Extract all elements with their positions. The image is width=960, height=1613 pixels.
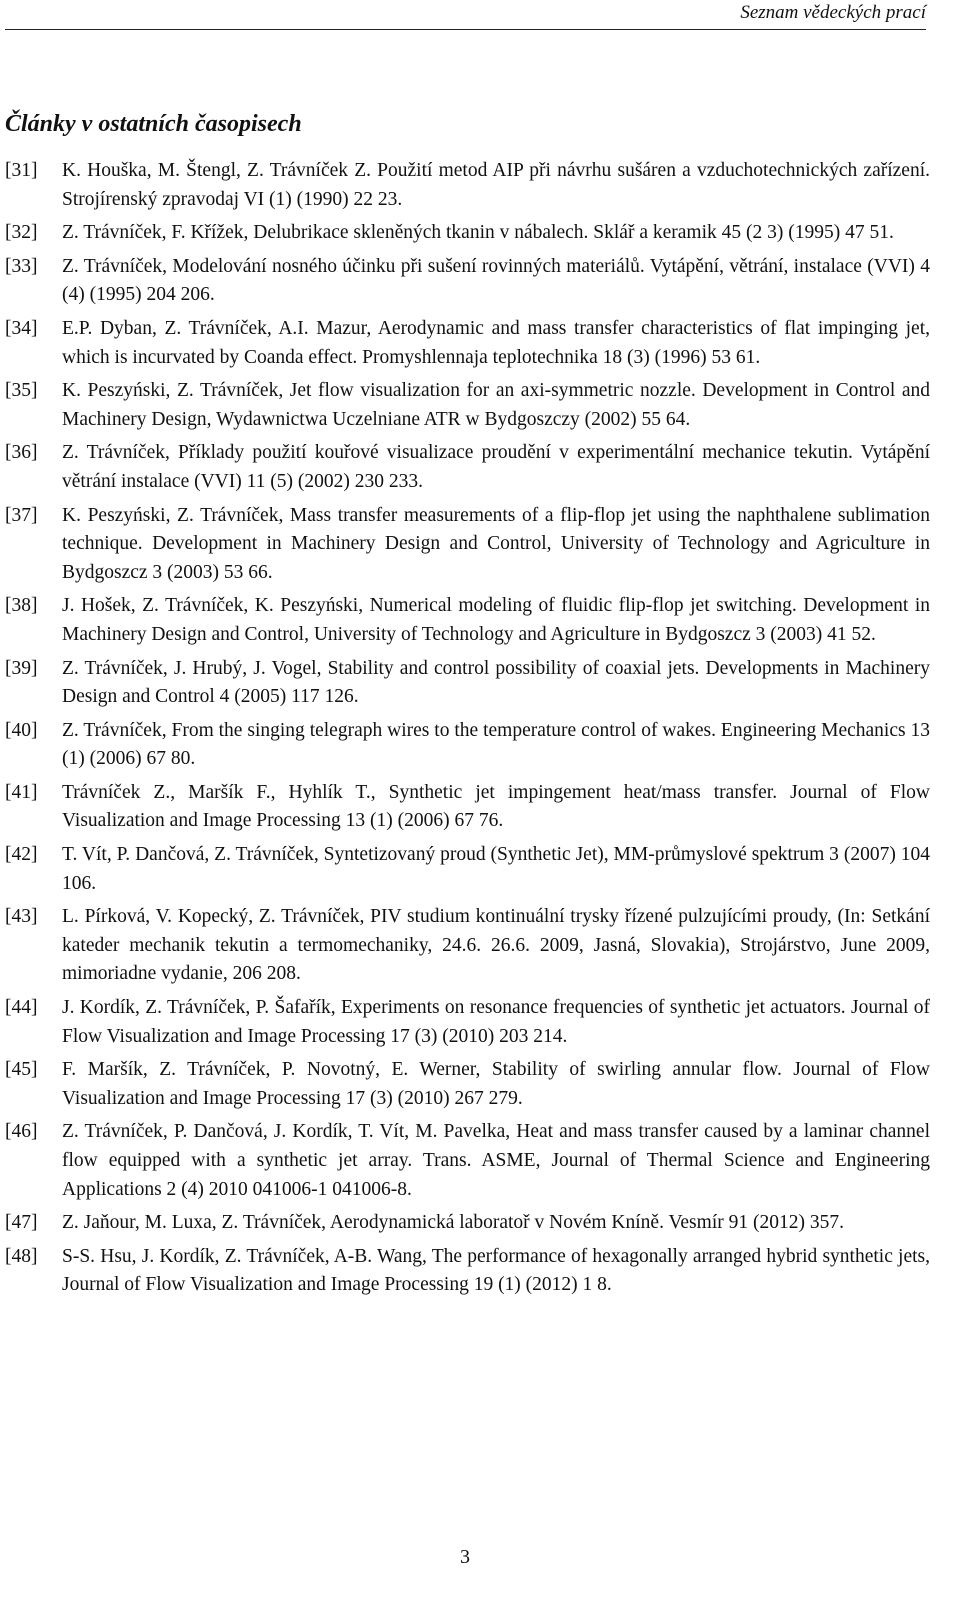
reference-number: [35] bbox=[5, 380, 38, 402]
reference-number: [45] bbox=[5, 1059, 38, 1081]
reference-number: [47] bbox=[5, 1212, 38, 1234]
reference-number: [41] bbox=[5, 781, 38, 803]
reference-text: K. Houška, M. Štengl, Z. Trávníček Z. Použití metod AIP při návrhu sušáren a vzduchotechnických zařízení. Strojírenský zpravodaj VI (1) (1990) 22 23. bbox=[62, 160, 930, 210]
reference-item bbox=[5, 219, 930, 248]
reference-text: J. Hošek, Z. Trávníček, K. Peszyński, Numerical modeling of fluidic flip-flop jet switching. Development in Machinery Design and Control, University of Technology and Agriculture in Bydgoszcz 3 (2003) 41 52. bbox=[62, 595, 930, 645]
reference-text: K. Peszyński, Z. Trávníček, Jet flow visualization for an axi-symmetric nozzle. Development in Control and Machinery Design, Wydawnictwa Uczelniane ATR w Bydgoszczy (2002) 55 64. bbox=[62, 380, 930, 430]
reference-number: [48] bbox=[5, 1245, 38, 1267]
page-number: 3 bbox=[460, 1546, 470, 1568]
reference-text: S-S. Hsu, J. Kordík, Z. Trávníček, A-B. Wang, The performance of hexagonally arranged hybrid synthetic jets, Journal of Flow Visualization and Image Processing 19 (1) (2012) 1 8. bbox=[62, 1245, 930, 1296]
reference-number: [31] bbox=[5, 160, 38, 181]
reference-number: [38] bbox=[5, 595, 38, 617]
reference-item bbox=[5, 1209, 930, 1238]
reference-text: Z. Jaňour, M. Luxa, Z. Trávníček, Aerodynamická laboratoř v Novém Kníně. Vesmír 91 (2012) 357. bbox=[62, 1212, 844, 1234]
reference-item bbox=[5, 157, 930, 214]
running-header: Seznam vědeckých prací bbox=[740, 2, 926, 23]
reference-number: [32] bbox=[5, 222, 38, 244]
reference-item bbox=[5, 1056, 930, 1113]
reference-item bbox=[5, 502, 930, 588]
reference-text: K. Peszyński, Z. Trávníček, Mass transfer measurements of a flip-flop jet using the naphthalene sublimation technique. Development in Machinery Design and Control, University of Technology and Agriculture in Bydgoszcz 3 (2003) 53 66. bbox=[62, 504, 930, 583]
reference-text: Z. Trávníček, F. Křížek, Delubrikace skleněných tkanin v nábalech. Sklář a keramik 45 (2 3) (1995) 47 51. bbox=[62, 222, 894, 244]
reference-number: [44] bbox=[5, 997, 38, 1019]
reference-item bbox=[5, 779, 930, 836]
header-rule bbox=[5, 29, 926, 30]
reference-list bbox=[5, 157, 930, 1305]
reference-item bbox=[5, 1118, 930, 1204]
reference-item bbox=[5, 253, 930, 310]
reference-item bbox=[5, 841, 930, 898]
reference-text: L. Pírková, V. Kopecký, Z. Trávníček, PIV studium kontinuální trysky řízené pulzujícími proudy, (In: Setkání kateder mechanik tekutin a termomechaniky, 24.6. 26.6. 2009, Jasná, Slovakia), Strojárstvo, June 2009, mimoriadne vydanie, 206 208. bbox=[62, 906, 930, 985]
reference-number: [42] bbox=[5, 844, 38, 866]
reference-text: E.P. Dyban, Z. Trávníček, A.I. Mazur, Aerodynamic and mass transfer characteristics of flat impinging jet, which is incurvated by Coanda effect. Promyshlennaja teplotechnika 18 (3) (1996) 53 61. bbox=[62, 317, 930, 368]
reference-item bbox=[5, 1243, 930, 1300]
reference-number: [43] bbox=[5, 906, 38, 928]
reference-item bbox=[5, 903, 930, 989]
reference-text: J. Kordík, Z. Trávníček, P. Šafařík, Experiments on resonance frequencies of synthetic jet actuators. Journal of Flow Visualization and Image Processing 17 (3) (2010) 203 214. bbox=[62, 997, 930, 1047]
reference-text: F. Maršík, Z. Trávníček, P. Novotný, E. Werner, Stability of swirling annular flow. Journal of Flow Visualization and Image Processing 17 (3) (2010) 267 279. bbox=[62, 1059, 930, 1109]
reference-text: T. Vít, P. Dančová, Z. Trávníček, Syntetizovaný proud (Synthetic Jet), MM-průmyslové spektrum 3 (2007) 104 106. bbox=[62, 844, 930, 894]
reference-number: [46] bbox=[5, 1121, 38, 1143]
reference-text: Z. Trávníček, Modelování nosného účinku při sušení rovinných materiálů. Vytápění, větrání, instalace (VVI) 4 (4) (1995) 204 206. bbox=[62, 255, 930, 306]
reference-item bbox=[5, 655, 930, 712]
reference-text: Z. Trávníček, J. Hrubý, J. Vogel, Stability and control possibility of coaxial jets. Developments in Machinery Design and Control 4 (2005) 117 126. bbox=[62, 657, 930, 708]
reference-item bbox=[5, 315, 930, 372]
reference-number: [39] bbox=[5, 657, 38, 679]
reference-item bbox=[5, 717, 930, 774]
section-heading: Články v ostatních časopisech bbox=[5, 111, 302, 137]
reference-number: [40] bbox=[5, 719, 38, 741]
reference-item bbox=[5, 439, 930, 496]
reference-item bbox=[5, 592, 930, 649]
reference-number: [36] bbox=[5, 442, 38, 464]
reference-text: Trávníček Z., Maršík F., Hyhlík T., Synthetic jet impingement heat/mass transfer. Journal of Flow Visualization and Image Processing 13 (1) (2006) 67 76. bbox=[62, 781, 930, 832]
reference-number: [37] bbox=[5, 504, 38, 526]
reference-item bbox=[5, 377, 930, 434]
reference-number: [34] bbox=[5, 317, 38, 339]
reference-text: Z. Trávníček, From the singing telegraph wires to the temperature control of wakes. Engineering Mechanics 13 (1) (2006) 67 80. bbox=[62, 719, 930, 770]
reference-text: Z. Trávníček, P. Dančová, J. Kordík, T. Vít, M. Pavelka, Heat and mass transfer caused by a laminar channel flow equipped with a synthetic jet array. Trans. ASME, Journal of Thermal Science and Engineering Applications 2 (4) 2010 041006-1 041006-8. bbox=[62, 1121, 930, 1200]
reference-text: Z. Trávníček, Příklady použití kouřové visualizace proudění v experimentální mechanice tekutin. Vytápění větrání instalace (VVI) 11 (5) (2002) 230 233. bbox=[62, 442, 930, 492]
reference-item bbox=[5, 994, 930, 1051]
reference-number: [33] bbox=[5, 255, 38, 277]
